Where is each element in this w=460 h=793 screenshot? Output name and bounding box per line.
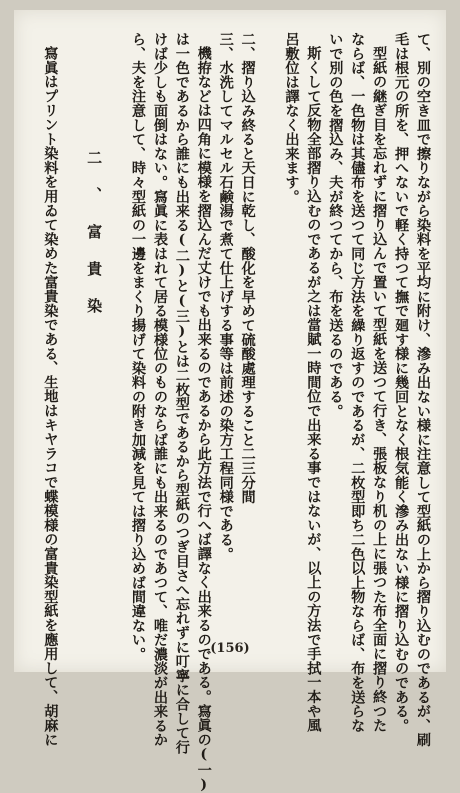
text-line: 毛は根元の所を、押へないで軽く持つて撫で廻す様に幾回となく根気能く滲み出ない様に摺り込むのである。 (393, 32, 410, 733)
blank-line (106, 32, 123, 622)
text-line: は一色であるから誰にも出来る(二)と(三)とは二枚型であるから型紙のつぎ目さへ忘れずに叮寧に合して行 (173, 32, 190, 755)
text-line: ならば、一色物は其儘布を送つて同じ方法を繰り返すのであるが、二枚型即ち二色以上物ならば、布を送らな (349, 32, 366, 733)
text-line: 寫眞はプリント染料を用ゐて染めた富貴染である、生地はキヤラコで蝶模様の富貴染型紙を應用して、胡麻に (42, 46, 59, 747)
text-line: ら、夫を注意して、時々型紙の一邊をまくり揚げて染料の附き加減を見ては摺り込めば間違ない。 (130, 32, 147, 662)
text-line: 三、水洗してマルセル石鹸湯で煮て仕上げする事等は前述の染方工程同様である。 (217, 32, 234, 562)
section-heading: 二、富貴染 (85, 150, 104, 335)
text-line: いで別の色を摺込み、夫が終つてから、布を送るのである。 (327, 32, 344, 419)
text-line: 機拵などは四角に模様を摺込んだ丈けでも出来るのであるから此方法で行へば譯なく出来るのである。寫眞の(一) (195, 46, 212, 793)
book-page (14, 10, 446, 793)
page-number: (156) (210, 641, 250, 656)
text-line: て、別の空き皿で擦りながら染料を平均に附け、滲み出ない様に注意して型紙の上から摺り込むのであるが、刷 (415, 32, 431, 747)
text-line: けば少しも面倒はない。寫眞に表はれて居る模様位のものならば誰にも出来るのであつて、唯だ濃淡が出来るか (151, 32, 168, 747)
blank-line (259, 32, 276, 622)
text-line: 斯くして反物全部摺り込むのであるが之は當賦一時間位で出来る事ではないが、以上の方法で手拭一本や風 (305, 46, 322, 733)
blank-line (62, 32, 79, 622)
text-line: 二、摺り込み終ると天日に乾し、酸化を早めて硫酸處理すること二三分間 (239, 32, 256, 504)
text-line: 型紙の継ぎ目を忘れずに摺り込んで置いて型紙を送つて行き、張板なり机の上に張つた布全面に摺り終つた (371, 46, 388, 733)
text-line: 呂敷位は譯なく出来ます。 (283, 32, 300, 204)
